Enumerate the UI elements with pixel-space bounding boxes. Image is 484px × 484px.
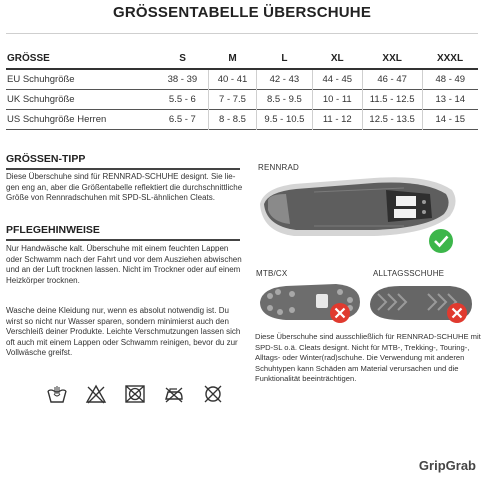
care-divider — [6, 239, 240, 241]
mtb-label: MTB/CX — [256, 269, 288, 278]
no-tumble-dry-icon — [124, 384, 146, 404]
no-bleach-icon — [85, 384, 107, 404]
tip-divider — [6, 168, 240, 170]
table-cell: 7 - 7.5 — [209, 90, 257, 110]
brand-logo: GripGrab — [418, 458, 476, 473]
text-line: gen eng an, aber die Größentabelle reflektiert die durchschnittliche — [6, 182, 243, 192]
text-line: Funktionalität beeinträchtigen. — [255, 374, 357, 383]
no-iron-icon — [163, 384, 185, 404]
table-cell: 48 - 49 — [422, 69, 478, 90]
header-size: GRÖSSE — [7, 52, 50, 64]
table-cell: 40 - 41 — [209, 69, 257, 90]
table-cell: 42 - 43 — [256, 69, 312, 90]
text-line: Wasche deine Kleidung nur, wenn es absolut notwendig ist. Du — [6, 306, 229, 315]
table-cell: 8.5 - 9.5 — [256, 90, 312, 110]
text-line: und an der Luft trocknen lassen. Nicht im Trockner oder auf einem — [6, 265, 241, 274]
table-cell: 44 - 45 — [312, 69, 362, 90]
tip-title: GRÖSSEN-TIPP — [6, 153, 86, 165]
table-cell: 46 - 47 — [362, 69, 422, 90]
hand-wash-icon — [46, 384, 68, 404]
table-row — [6, 90, 478, 110]
care-symbols — [46, 384, 224, 404]
table-cell: 8 - 8.5 — [209, 110, 257, 130]
text-line: Nur Handwäsche kalt. Überschuhe mit einem feuchten Lappen — [6, 244, 229, 253]
table-cell: 13 - 14 — [422, 90, 478, 110]
table-row — [6, 110, 478, 130]
row-label: UK Schuhgröße — [7, 94, 75, 105]
row-label: US Schuhgröße Herren — [7, 114, 107, 125]
cross-icon — [329, 302, 351, 324]
text-line: oder Schwamm nach der Fahrt und vor dem Ausziehen abwischen — [6, 254, 242, 264]
header-m: M — [228, 52, 237, 64]
table-cell: 10 - 11 — [312, 90, 362, 110]
care-text-1 — [6, 244, 246, 286]
cross-icon — [446, 302, 468, 324]
table-cell: 38 - 39 — [167, 74, 198, 85]
alltag-label: ALLTAGSSCHUHE — [373, 269, 445, 278]
text-line: Vollwäsche greifst. — [6, 348, 73, 357]
text-line: wirst so nicht nur Wasser sparen, sondern minimierst auch den — [6, 316, 229, 326]
row-label: EU Schuhgröße — [7, 74, 75, 85]
header-l: L — [281, 52, 288, 64]
table-cell: 12.5 - 13.5 — [362, 110, 422, 130]
care-text-2 — [6, 306, 246, 359]
check-icon — [428, 228, 454, 254]
rennrad-label: RENNRAD — [258, 163, 299, 172]
text-line: Alltags- oder Winter(rad)schuhe. Die Verwendung mit anderen — [255, 353, 465, 362]
size-table-header — [6, 48, 478, 69]
table-cell: 9.5 - 10.5 — [256, 110, 312, 130]
text-line: Schuhtypen kann Schäden am Material verursachen und die — [255, 363, 459, 373]
header-xxl: XXL — [382, 52, 402, 64]
table-cell: 14 - 15 — [422, 110, 478, 130]
page-title: GRÖSSENTABELLE ÜBERSCHUHE — [112, 4, 372, 21]
text-line: Heizkörper trocknen. — [6, 275, 80, 285]
header-xl: XL — [330, 52, 344, 64]
table-row — [6, 69, 478, 90]
no-dry-clean-icon — [202, 384, 224, 404]
text-line: oft auch mit einem Lappen oder Schwamm reinigen, bevor du zur — [6, 337, 238, 347]
table-cell: 6.5 - 7 — [168, 114, 196, 125]
table-cell: 5.5 - 6 — [168, 94, 196, 105]
title-divider — [6, 33, 478, 34]
text-line: Diese Überschuhe sind für RENNRAD-SCHUHE designt. Sie lie- — [6, 172, 236, 181]
tip-text — [6, 172, 246, 204]
text-line: Diese Überschuhe sind ausschließlich für RENNRAD-SCHUHE mit — [255, 332, 481, 341]
text-line: Größe von Rennradschuhen mit SPD-SL-ähnlichen Cleats. — [6, 193, 215, 202]
text-line: SPD-SL o.ä. Cleats designt. Nicht für MTB-, Trekking-, Touring-, — [255, 342, 470, 352]
table-cell: 11 - 12 — [312, 110, 362, 130]
care-title: PFLEGEHINWEISE — [6, 224, 100, 236]
header-s: S — [179, 52, 186, 64]
header-xxxl: XXXL — [436, 52, 464, 64]
text-line: Verschleiß deiner Produkte. Leichte Verschmutzungen lassen sich — [6, 327, 241, 336]
size-table — [6, 48, 478, 130]
table-cell: 11.5 - 12.5 — [362, 90, 422, 110]
compatibility-note — [255, 332, 481, 385]
